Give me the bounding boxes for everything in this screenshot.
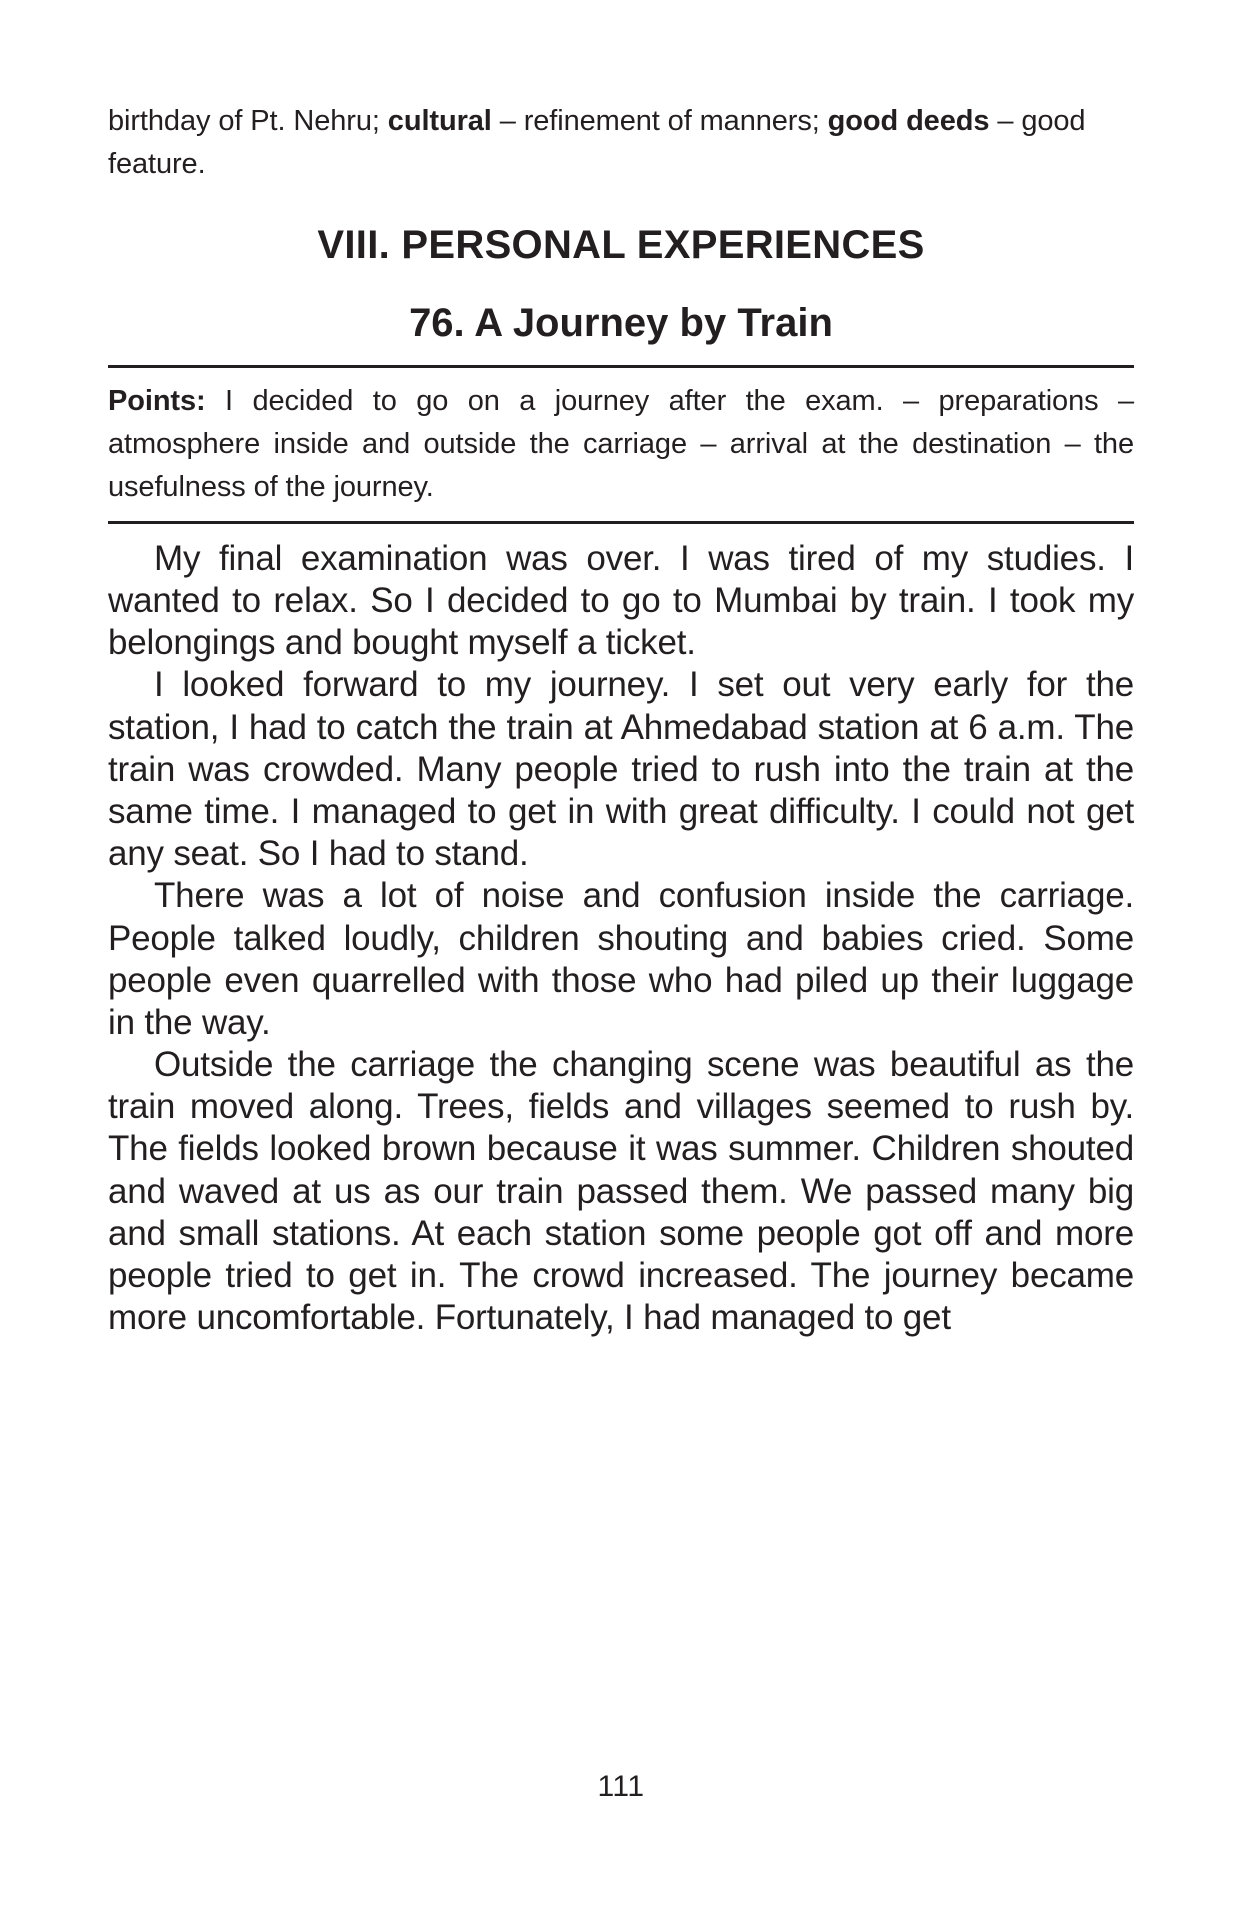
continuation-term-cultural: cultural	[387, 105, 492, 137]
rule-below-points	[108, 521, 1134, 524]
body-paragraph-1: My final examination was over. I was tired of my studies. I wanted to relax. So I decided to go to Mumbai by train. I took my belongings and bought myself a ticket.	[108, 538, 1134, 663]
continuation-paragraph	[108, 100, 1134, 185]
body-paragraph-4: Outside the carriage the changing scene was beautiful as the train moved along. Trees, fields and villages seemed to rush by. The fields looked brown because it was summer. Children shouted and waved at us as our train passed them. We passed many big and small stations. At each station some people got off and more people tried to get in. The crowd increased. The journey became more uncomfortable. Fortunately, I had managed to get	[108, 1045, 1134, 1338]
body-paragraph-2: I looked forward to my journey. I set out very early for the station, I had to catch the train at Ahmedabad station at 6 a.m. The train was crowded. Many people tried to rush into the train at the same time. I managed to get in with great difficulty. I could not get any seat. So I had to stand.	[108, 665, 1134, 874]
continuation-segment-1: birthday of Pt. Nehru;	[108, 105, 388, 137]
continuation-segment-3: – good feature.	[108, 105, 1086, 180]
points-text: I decided to go on a journey after the exam. – preparations – atmosphere inside and outside the carriage – arrival at the destination – the usefulness of the journey.	[108, 385, 1134, 504]
section-heading: VIII. PERSONAL EXPERIENCES	[317, 223, 925, 268]
continuation-term-good-deeds: good deeds	[827, 105, 990, 137]
points-block	[108, 380, 1134, 509]
rule-above-points	[108, 365, 1134, 368]
essay-body	[108, 538, 1134, 1339]
page-content	[108, 100, 1134, 1339]
essay-title: 76. A Journey by Train	[409, 301, 833, 346]
body-paragraph-3: There was a lot of noise and confusion inside the carriage. People talked loudly, children shouting and babies cried. Some people even quarrelled with those who had piled up their luggage in the way.	[108, 876, 1134, 1042]
page-number: 111	[597, 1770, 645, 1803]
points-label: Points:	[108, 385, 206, 418]
continuation-segment-2: – refinement of manners;	[491, 105, 828, 137]
